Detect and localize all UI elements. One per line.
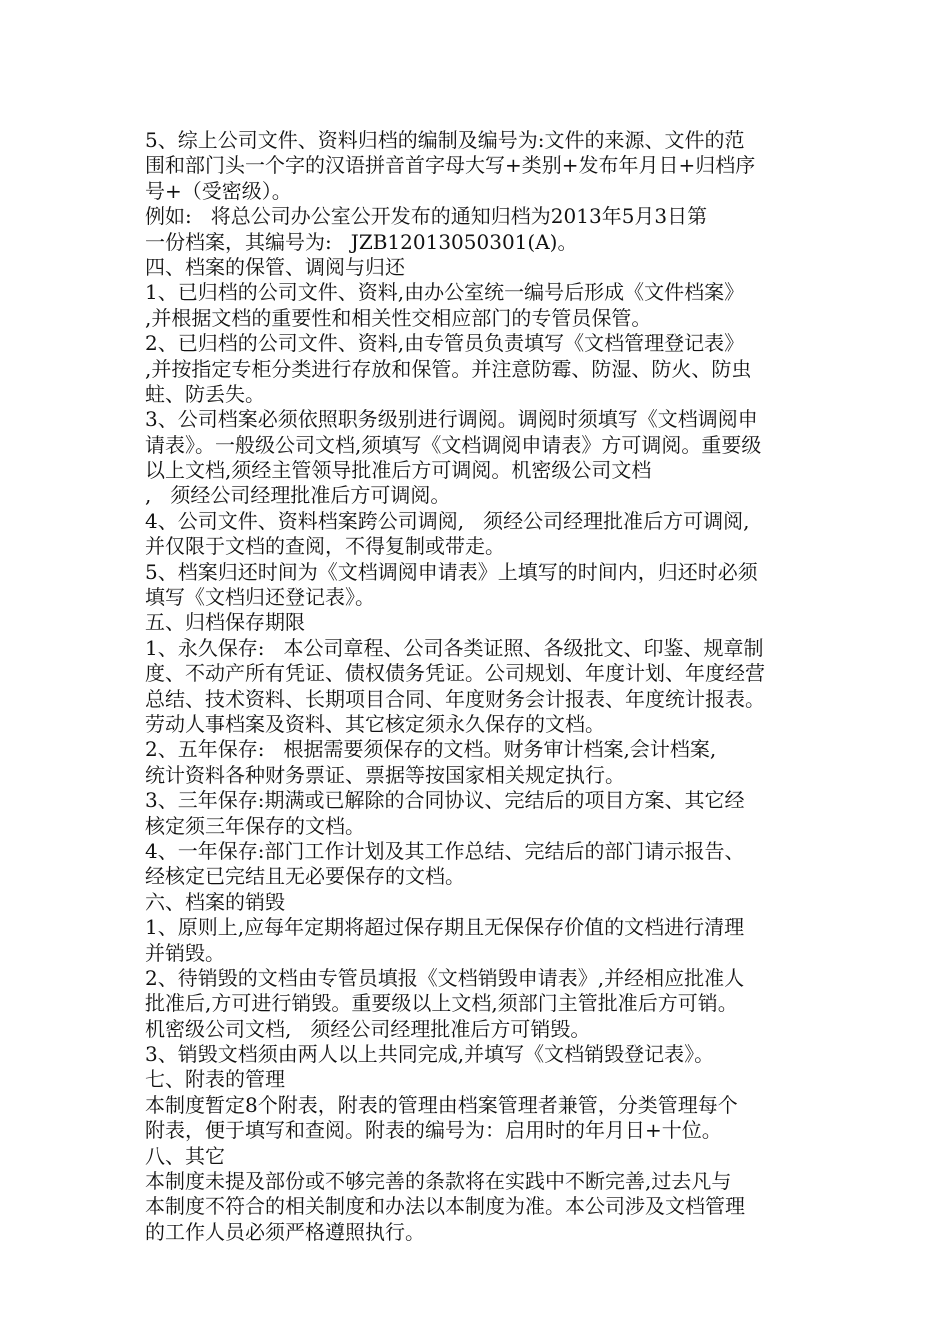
text-line: 3、销毁文档须由两人以上共同完成,并填写《文档销毁登记表》。 xyxy=(145,1042,715,1067)
text-line: 例如: 将总公司办公室公开发布的通知归档为2013年5月3日第 xyxy=(145,204,708,229)
text-line: 的工作人员必须严格遵照执行。 xyxy=(145,1219,425,1244)
text-line: 号+（受密级）。 xyxy=(145,178,292,203)
text-line: 4、公司文件、资料档案跨公司调阅, 须经公司经理批准后方可调阅, xyxy=(145,508,750,533)
text-line: 统计资料各种财务票证、票据等按国家相关规定执行。 xyxy=(145,762,625,787)
text-line: 附表，便于填写和查阅。附表的编号为：启用时的年月日+十位。 xyxy=(145,1118,722,1143)
text-line: 并销毁。 xyxy=(145,940,225,965)
text-line: 五、归档保存期限 xyxy=(145,610,305,635)
text-line: 本制度不符合的相关制度和办法以本制度为准。本公司涉及文档管理 xyxy=(145,1194,745,1219)
text-line: 机密级公司文档, 须经公司经理批准后方可销毁。 xyxy=(145,1016,591,1041)
text-line: ,并根据文档的重要性和相关性交相应部门的专管员保管。 xyxy=(145,305,652,330)
text-line: 一份档案，其编号为: JZB12013050301(A)。 xyxy=(145,229,578,254)
text-line: 1、永久保存: 本公司章程、公司各类证照、各级批文、印鉴、规章制 xyxy=(145,635,764,660)
text-line: 本制度未提及部份或不够完善的条款将在实践中不断完善,过去凡与 xyxy=(145,1169,732,1194)
text-line: 六、档案的销毁 xyxy=(145,889,285,914)
text-line: 四、档案的保管、调阅与归还 xyxy=(145,254,405,279)
text-line: 七、附表的管理 xyxy=(145,1067,285,1092)
text-line: 2、待销毁的文档由专管员填报《文档销毁申请表》,并经相应批准人 xyxy=(145,965,745,990)
text-line: ,并按指定专柜分类进行存放和保管。并注意防霉、防湿、防火、防虫 xyxy=(145,356,752,381)
text-line: 蛀、防丢失。 xyxy=(145,381,265,406)
text-line: 5、档案归还时间为《文档调阅申请表》上填写的时间内，归还时必须 xyxy=(145,559,758,584)
text-line: 本制度暂定8个附表，附表的管理由档案管理者兼管，分类管理每个 xyxy=(145,1092,738,1117)
text-line: 总结、技术资料、长期项目合同、年度财务会计报表、年度统计报表。 xyxy=(145,686,765,711)
text-line: 1、原则上,应每年定期将超过保存期且无保保存价值的文档进行清理 xyxy=(145,915,745,940)
text-line: 请表》。一般级公司文档,须填写《文档调阅申请表》方可调阅。重要级 xyxy=(145,432,762,457)
text-line: 填写《文档归还登记表》。 xyxy=(145,585,375,610)
text-line: 劳动人事档案及资料、其它核定须永久保存的文档。 xyxy=(145,711,605,736)
text-line: 2、已归档的公司文件、资料,由专管员负责填写《文档管理登记表》 xyxy=(145,331,745,356)
text-line: 度、不动产所有凭证、债权债务凭证。公司规划、年度计划、年度经营 xyxy=(145,661,765,686)
text-line: 以上文档,须经主管领导批准后方可调阅。机密级公司文档 xyxy=(145,458,652,483)
text-line: 并仅限于文档的查阅，不得复制或带走。 xyxy=(145,534,505,559)
text-line: , 须经公司经理批准后方可调阅。 xyxy=(145,483,451,508)
document-body xyxy=(145,128,815,1245)
text-line: 4、一年保存:部门工作计划及其工作总结、完结后的部门请示报告、 xyxy=(145,838,745,863)
text-line: 批准后,方可进行销毁。重要级以上文档,须部门主管批准后方可销。 xyxy=(145,991,738,1016)
text-line: 3、三年保存:期满或已解除的合同协议、完结后的项目方案、其它经 xyxy=(145,788,745,813)
text-line: 1、已归档的公司文件、资料,由办公室统一编号后形成《文件档案》 xyxy=(145,280,745,305)
text-line: 2、五年保存: 根据需要须保存的文档。财务审计档案,会计档案, xyxy=(145,737,717,762)
text-line: 围和部门头一个字的汉语拼音首字母大写+类别+发布年月日+归档序 xyxy=(145,153,756,178)
text-line: 八、其它 xyxy=(145,1143,225,1168)
text-line: 经核定已完结且无必要保存的文档。 xyxy=(145,864,465,889)
text-line: 3、公司档案必须依照职务级别进行调阅。调阅时须填写《文档调阅申 xyxy=(145,407,758,432)
text-line: 核定须三年保存的文档。 xyxy=(145,813,365,838)
text-line: 5、综上公司文件、资料归档的编制及编号为:文件的来源、文件的范 xyxy=(145,128,745,152)
